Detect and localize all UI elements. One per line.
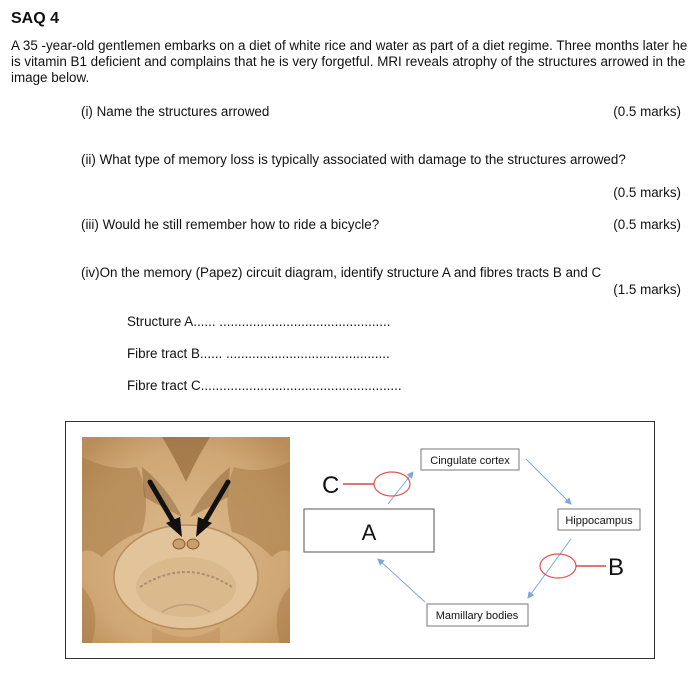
marks-i: (0.5 marks) xyxy=(613,104,681,119)
figure-panel xyxy=(65,421,655,659)
marks-iii: (0.5 marks) xyxy=(613,217,681,232)
hippocampus-box xyxy=(558,509,640,530)
arrow-hippocampus-to-mamillary xyxy=(528,539,571,598)
cingulate-cortex-label: Cingulate cortex xyxy=(430,455,510,467)
tract-c-label: C xyxy=(322,472,340,499)
arrow-cingulate-to-hippocampus xyxy=(526,459,571,504)
question-ii: (ii) What type of memory loss is typically associated with damage to the structures arrowed? xyxy=(81,152,626,167)
arrow-mamillary-to-a xyxy=(378,559,425,602)
marks-iv: (1.5 marks) xyxy=(613,282,681,297)
marks-ii: (0.5 marks) xyxy=(613,185,681,200)
structure-a-box xyxy=(304,509,434,552)
tract-b-marker xyxy=(540,554,624,581)
tract-c-marker xyxy=(322,472,410,499)
question-title: SAQ 4 xyxy=(11,10,60,27)
mamillary-bodies-label: Mamillary bodies xyxy=(435,610,519,622)
cingulate-cortex-box xyxy=(421,449,519,470)
structure-a-label: A xyxy=(361,520,377,545)
answer-line-structure-a: Structure A...... .............................................. xyxy=(127,314,391,329)
tract-b-label: B xyxy=(608,554,625,581)
question-i: (i) Name the structures arrowed xyxy=(81,104,270,119)
question-iv: (iv)On the memory (Papez) circuit diagram, identify structure A and fibres tracts B and C xyxy=(81,265,602,280)
hippocampus-label: Hippocampus xyxy=(565,515,633,527)
mamillary-bodies-box xyxy=(427,604,528,626)
answer-line-fibre-b: Fibre tract B...... ............................................ xyxy=(127,346,390,361)
question-stem: A 35 -year-old gentlemen embarks on a diet of white rice and water as part of a diet regime. Three months later he is vitamin B1 deficient and complains that he is very forgetful. MRI reveals atrophy of the structures arrowed in the image below. xyxy=(11,38,688,85)
answer-line-fibre-c: Fibre tract C...................................................... xyxy=(127,378,402,393)
papez-circuit-diagram xyxy=(66,422,656,660)
question-iii: (iii) Would he still remember how to ride a bicycle? xyxy=(81,217,380,232)
